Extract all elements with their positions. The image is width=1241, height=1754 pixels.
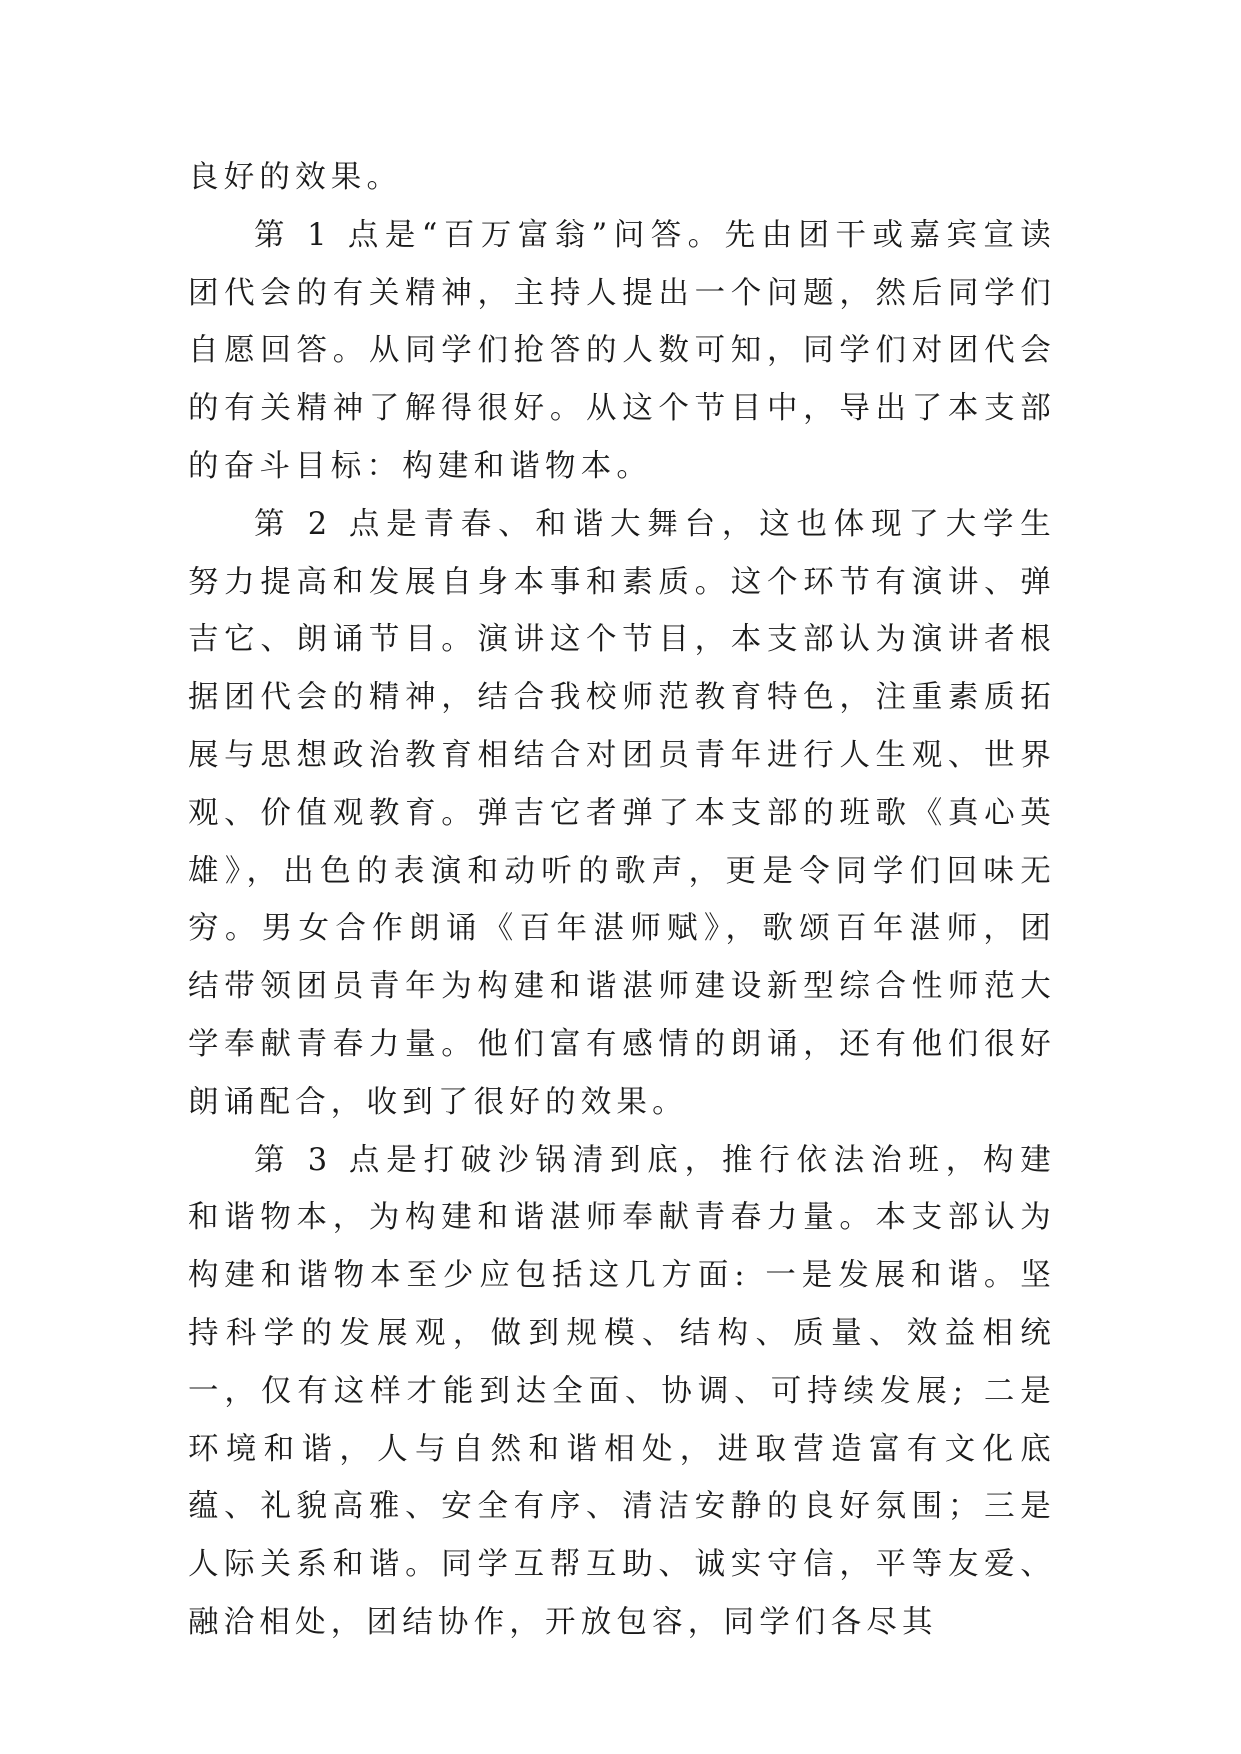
paragraph-point-3: 第 3 点是打破沙锅清到底，推行依法治班，构建和谐物本，为构建和谐湛师奉献青春力量。本支部认为构建和谐物本至少应包括这几方面: 一是发展和谐。坚持科学的发展观，做到规模、结构、质量、效益相统一，仅有这样才能到达全面、协调、可持续发展; 二是环境和谐，人与自然和谐相处，进取营造富有文化底蕴、礼貌高雅、安全有序、清洁安静的良好氛围；三是人际关系和谐。同学互帮互助、诚实守信，平等友爱、融洽相处，团结协作，开放包容，同学们各尽其 [188,1142,1056,1640]
document-body [188,149,1056,1652]
paragraph-continuation: 良好的效果。 [188,160,403,195]
paragraph-point-2: 第 2 点是青春、和谐大舞台，这也体现了大学生努力提高和发展自身本事和素质。这个环节有演讲、弹吉它、朗诵节目。演讲这个节目，本支部认为演讲者根据团代会的精神，结合我校师范教育特色，注重素质拓展与思想政治教育相结合对团员青年进行人生观、世界观、价值观教育。弹吉它者弹了本支部的班歌《真心英雄》，出色的表演和动听的歌声，更是令同学们回味无穷。男女合作朗诵《百年湛师赋》，歌颂百年湛师，团结带领团员青年为构建和谐湛师建设新型综合性师范大学奉献青春力量。他们富有感情的朗诵，还有他们很好朗诵配合，收到了很好的效果。 [188,506,1056,1120]
paragraph-point-1: 第 1 点是“百万富翁”问答。先由团干或嘉宾宣读团代会的有关精神，主持人提出一个问题，然后同学们自愿回答。从同学们抢答的人数可知，同学们对团代会的有关精神了解得很好。从这个节目中，导出了本支部的奋斗目标：构建和谐物本。 [188,217,1056,484]
